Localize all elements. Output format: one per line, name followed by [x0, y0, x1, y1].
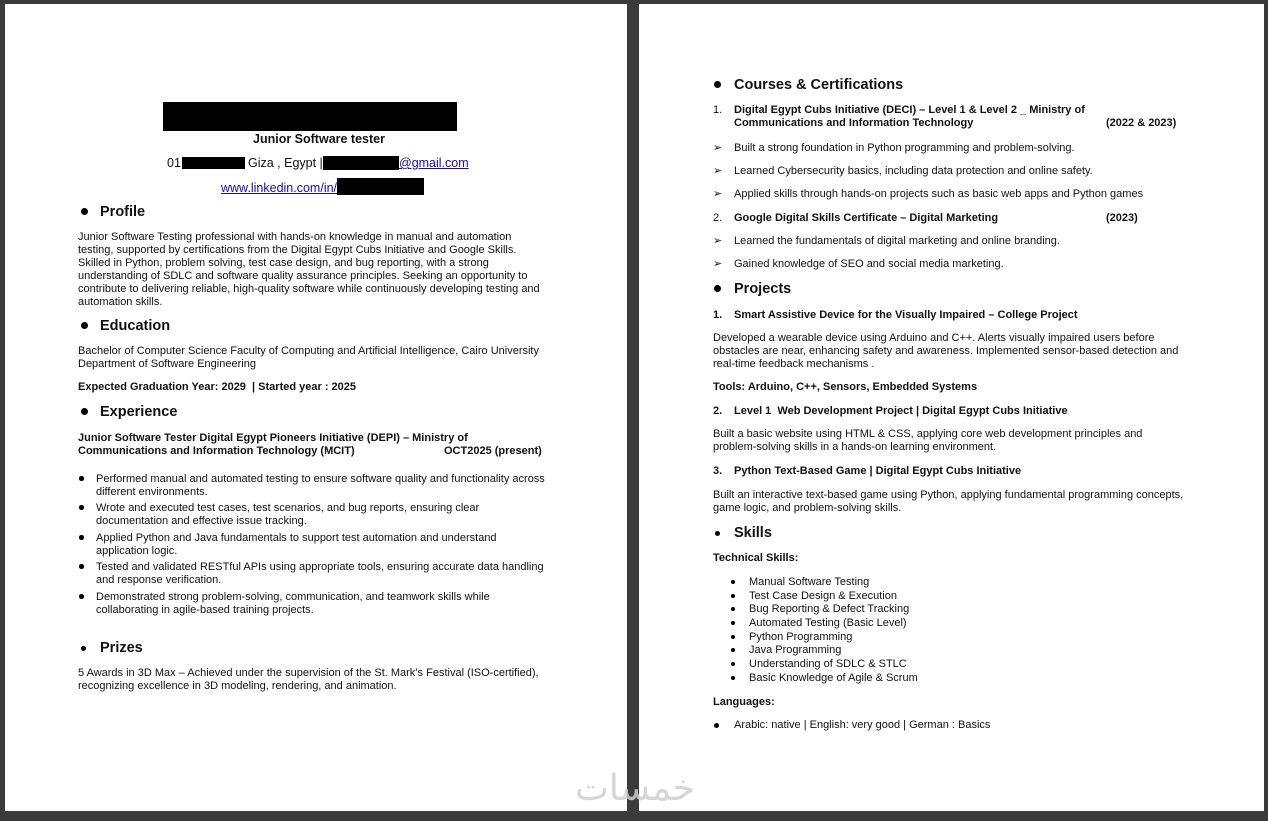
project-tools: Tools: Arduino, C++, Sensors, Embedded Systems [713, 381, 978, 393]
technical-skills-label: Technical Skills: [713, 552, 799, 564]
email-link[interactable]: @gmail.com [399, 156, 469, 170]
list-bullet [714, 723, 719, 728]
languages-label: Languages: [713, 696, 775, 708]
linkedin-link[interactable]: www.linkedin.com/in/ [221, 181, 338, 195]
experience-bullet: Performed manual and automated testing to ensure software quality and functionality across different environments. [96, 473, 545, 498]
list-item: Manual Software Testing [734, 576, 1034, 590]
course-years: (2022 & 2023) [1106, 117, 1177, 129]
section-bullet [714, 81, 721, 88]
course-point: Built a strong foundation in Python programming and problem-solving. [734, 142, 1075, 154]
city: Giza , Egypt | [248, 156, 323, 170]
phone-prefix: 01 [167, 156, 181, 170]
list-item: Basic Knowledge of Agile & Scrum [734, 672, 1034, 686]
resume-page-1 [5, 4, 627, 811]
project-number: 1. [713, 309, 723, 321]
arrow-bullet-icon: ➢ [713, 142, 723, 154]
prizes-heading: Prizes [100, 640, 143, 656]
course-point: Applied skills through hands-on projects such as basic web apps and Python games [734, 188, 1144, 200]
projects-heading: Projects [734, 281, 792, 297]
course-title: Digital Egypt Cubs Initiative (DECI) – Level 1 & Level 2 _ Ministry of Communications and Information Technology [734, 104, 1085, 129]
education-text: Bachelor of Computer Science Faculty of Computing and Artificial Intelligence, Cairo University Department of Software Engineering [78, 345, 539, 370]
resume-page-2 [639, 4, 1264, 811]
experience-bullet: Applied Python and Java fundamentals to support test automation and understand application logic. [96, 532, 497, 557]
experience-bullet: Demonstrated strong problem-solving, communication, and teamwork skills while collaborating in agile-based training projects. [96, 591, 490, 616]
project-number: 2. [713, 405, 723, 417]
section-bullet [81, 322, 88, 329]
technical-skills-list [734, 576, 1034, 686]
course-title: Google Digital Skills Certificate – Digital Marketing [734, 212, 999, 224]
education-dates: Expected Graduation Year: 2029 | Started year : 2025 [78, 381, 357, 393]
list-item: Understanding of SDLC & STLC [734, 658, 1034, 672]
section-bullet [81, 646, 86, 651]
courses-heading: Courses & Certifications [734, 77, 904, 93]
project-title: Python Text-Based Game | Digital Egypt Cubs Initiative [734, 465, 1022, 477]
project-title: Smart Assistive Device for the Visually Impaired – College Project [734, 309, 1078, 321]
redacted-linkedin [337, 178, 424, 195]
course-point: Gained knowledge of SEO and social media marketing. [734, 258, 1004, 270]
arrow-bullet-icon: ➢ [713, 258, 723, 270]
section-bullet [81, 408, 88, 415]
list-bullet [79, 564, 84, 569]
job-title: Junior Software tester [253, 132, 385, 146]
profile-heading: Profile [100, 204, 146, 220]
section-bullet [81, 208, 88, 215]
list-item: Automated Testing (Basic Level) [734, 617, 1034, 631]
course-years: (2023) [1106, 212, 1138, 224]
prizes-text: 5 Awards in 3D Max – Achieved under the supervision of the St. Mark’s Festival (ISO-certified), recognizing excellence in 3D modeling, rendering, and animation. [78, 667, 539, 692]
section-bullet [715, 531, 720, 536]
profile-text: Junior Software Testing professional with hands-on knowledge in manual and automation testing, supported by certifications from the Digital Egypt Cubs Initiative and Google Skills. Skilled in Python, problem solving, test case design, and bug reporting, with a strong understanding of SDLC and software quality assurance principles. Seeking an opportunity to contribute to delivering reliable, high-quality software while continuously developing testing and automation skills. [78, 231, 540, 308]
list-bullet [79, 535, 84, 540]
list-bullet [79, 505, 84, 510]
project-description: Developed a wearable device using Arduino and C++. Alerts visually impaired users before obstacles are near, enhancing safety and awareness. Implemented sensor-based detection and real-time feedback mechanisms . [713, 332, 1179, 370]
skills-heading: Skills [734, 525, 772, 541]
list-bullet [79, 476, 84, 481]
course-point: Learned the fundamentals of digital marketing and online branding. [734, 235, 1060, 247]
list-bullet [79, 594, 84, 599]
project-description: Built an interactive text-based game using Python, applying fundamental programming concepts, game logic, and problem-solving skills. [713, 489, 1184, 514]
section-bullet [714, 285, 721, 292]
arrow-bullet-icon: ➢ [713, 235, 723, 247]
redacted-phone [182, 157, 245, 169]
list-item: Java Programming [734, 644, 1034, 658]
project-description: Built a basic website using HTML & CSS, applying core web development principles and problem-solving skills in a hands-on learning environment. [713, 428, 1143, 453]
list-item: Test Case Design & Execution [734, 590, 1034, 604]
redacted-email [323, 156, 399, 170]
course-number: 2. [713, 212, 723, 224]
experience-bullet: Tested and validated RESTful APIs using appropriate tools, ensuring accurate data handling and response verification. [96, 561, 544, 586]
education-heading: Education [100, 318, 171, 334]
project-title: Level 1 Web Development Project | Digital Egypt Cubs Initiative [734, 405, 1068, 417]
project-number: 3. [713, 465, 723, 477]
redacted-name [163, 102, 457, 131]
list-item: Bug Reporting & Defect Tracking [734, 603, 1034, 617]
watermark-logo: خمسات [574, 768, 696, 809]
experience-period: OCT2025 (present) [444, 445, 542, 457]
experience-title: Junior Software Tester Digital Egypt Pioneers Initiative (DEPI) – Ministry of Communications and Information Technology (MCIT) [78, 432, 468, 457]
experience-bullet: Wrote and executed test cases, test scenarios, and bug reports, ensuring clear documentation and effective issue tracking. [96, 502, 480, 527]
experience-heading: Experience [100, 404, 178, 420]
course-number: 1. [713, 104, 723, 116]
arrow-bullet-icon: ➢ [713, 165, 723, 177]
list-item: Python Programming [734, 631, 1034, 645]
languages-text: Arabic: native | English: very good | German : Basics [734, 719, 991, 731]
course-point: Learned Cybersecurity basics, including data protection and online safety. [734, 165, 1093, 177]
arrow-bullet-icon: ➢ [713, 188, 723, 200]
